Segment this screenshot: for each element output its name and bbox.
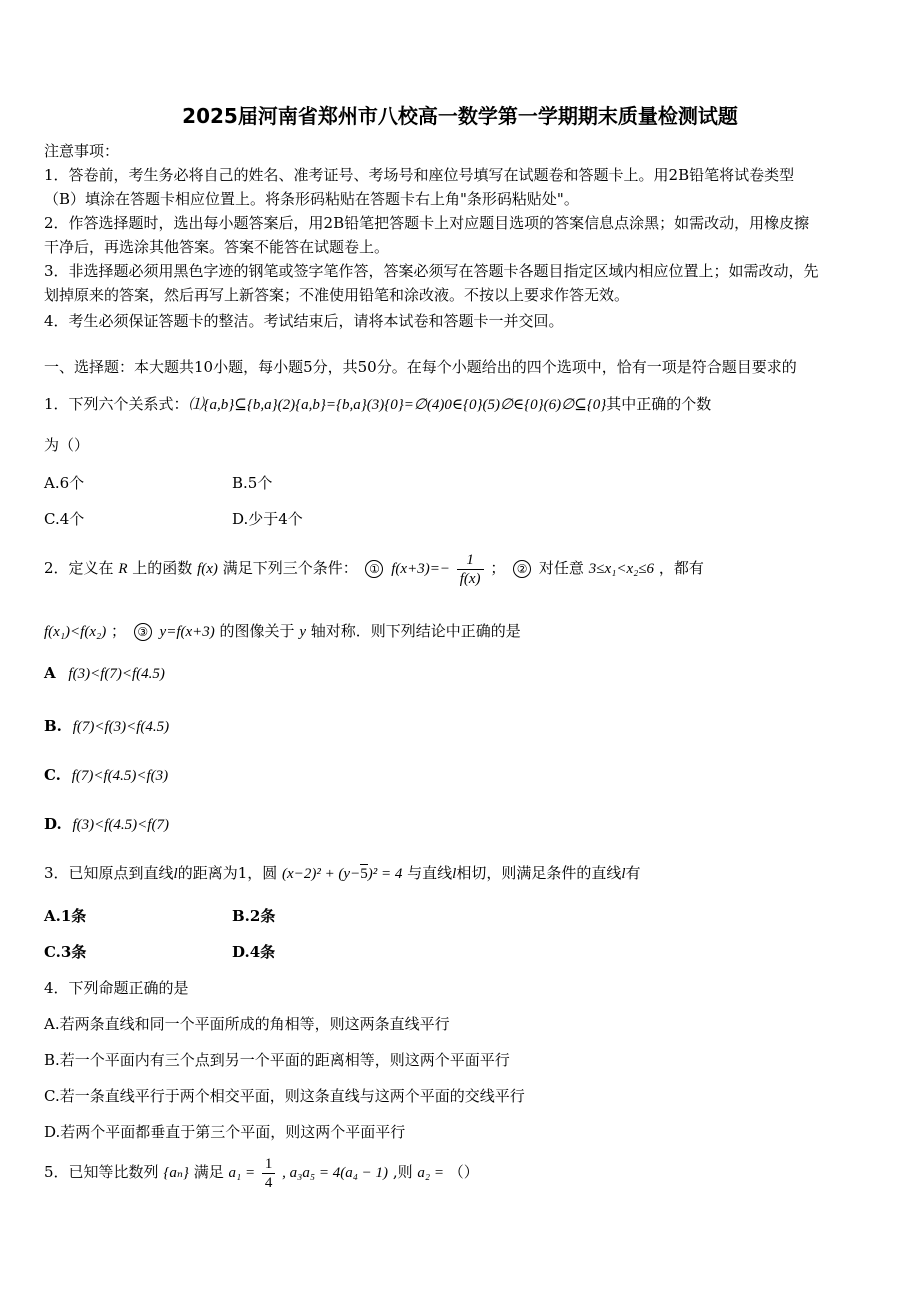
note-line: （B）填涂在答题卡相应位置上。将条形码粘贴在答题卡右上角"条形码粘贴处"。 xyxy=(44,190,579,208)
q1-option-d: D.少于4个 xyxy=(232,510,303,528)
question-1-stem xyxy=(44,393,711,414)
q2-text: 上的函数 xyxy=(132,559,193,577)
note-line: 4．考生必须保证答题卡的整洁。考试结束后，请将本试卷和答题卡一并交回。 xyxy=(44,312,564,330)
q3-text: 的距离为1，圆 xyxy=(177,864,278,882)
line-symbol: l xyxy=(621,866,626,882)
q5-text: ,则 xyxy=(392,1163,413,1181)
note-line: 干净后，再选涂其他答案。答案不能答在试题卷上。 xyxy=(44,238,390,256)
q5-text: 5．已知等比数列 xyxy=(44,1163,159,1181)
q2-option-a xyxy=(44,664,165,683)
question-5-stem xyxy=(44,1152,479,1192)
condition-3-marker: ③ xyxy=(134,623,152,641)
q2-function: f(x) xyxy=(197,561,218,577)
q4-option-d: D.若两个平面都垂直于第三个平面，则这两个平面平行 xyxy=(44,1123,406,1141)
notes-heading: 注意事项： xyxy=(44,142,120,160)
note-line: 2．作答选择题时，选出每小题答案后，用2B铅笔把答题卡上对应题目选项的答案信息点涂黑；如需改动，用橡皮擦 xyxy=(44,214,810,232)
question-2-stem xyxy=(44,548,704,588)
question-3-stem xyxy=(44,862,641,883)
q4-option-b: B.若一个平面内有三个点到另一个平面的距离相等，则这两个平面平行 xyxy=(44,1051,510,1069)
option-expression: f(7)<f(3)<f(4.5) xyxy=(72,719,170,735)
fraction-denominator: 4 xyxy=(264,1174,273,1191)
q2-text: 的图像关于 xyxy=(219,622,295,640)
q3-option-b: B.2条 xyxy=(232,907,276,925)
condition-2-expression: 3≤x₁<x₂≤6 xyxy=(588,561,655,577)
option-label: C. xyxy=(44,766,61,784)
q3-text: 有 xyxy=(625,864,641,882)
q4-option-a: A.若两条直线和同一个平面所成的角相等，则这两条直线平行 xyxy=(44,1015,450,1033)
q1-suffix: 其中正确的个数 xyxy=(606,395,712,413)
option-expression: f(7)<f(4.5)<f(3) xyxy=(71,768,169,784)
condition-1-marker: ① xyxy=(365,560,383,578)
q2-domain: R xyxy=(118,561,128,577)
q1-expression: ⑴{a,b}⊆{b,a}(2){a,b}={b,a}(3){0}=∅(4)0∈{0}(5)∅∈{0}(6)∅⊆{0} xyxy=(188,397,607,413)
option-expression: f(3)<f(4.5)<f(7) xyxy=(72,817,169,833)
q2-option-d xyxy=(44,815,169,834)
q1-option-b: B.5个 xyxy=(232,474,273,492)
option-expression: f(3)<f(7)<f(4.5) xyxy=(68,666,165,682)
q2-option-c xyxy=(44,766,168,785)
q3-text: 3．已知原点到直线 xyxy=(44,864,174,882)
note-line: 划掉原来的答案，然后再写上新答案；不准使用铅笔和涂改液。不按以上要求作答无效。 xyxy=(44,286,630,304)
answer-blank: （） xyxy=(448,1163,479,1181)
question-2-stem-cont xyxy=(44,620,521,641)
circle-equation: (x−2)² + (y− xyxy=(282,866,361,882)
q1-prefix: 1．下列六个关系式： xyxy=(44,395,189,413)
q2-text: ，都有 xyxy=(658,559,704,577)
second-term: a₂ = xyxy=(417,1165,444,1181)
option-label: D. xyxy=(44,815,62,833)
first-term-fraction xyxy=(262,1155,276,1192)
option-label: B. xyxy=(44,717,62,735)
sqrt-radicand: 5 xyxy=(360,866,368,882)
q1-option-a: A.6个 xyxy=(44,474,85,492)
condition-1-fraction xyxy=(457,551,484,588)
q3-option-c: C.3条 xyxy=(44,943,87,961)
condition-2-inequality: f(x₁)<f(x₂) xyxy=(44,624,107,640)
sequence-condition: , a₃a₅ = 4(a₄ − 1) xyxy=(282,1165,389,1181)
question-4-stem: 4．下列命题正确的是 xyxy=(44,979,189,997)
q2-axis: y xyxy=(299,624,307,640)
section-heading: 一、选择题：本大题共10小题，每小题5分，共50分。在每个小题给出的四个选项中，恰有一项是符合题目要求的 xyxy=(44,358,797,376)
condition-2-marker: ② xyxy=(513,560,531,578)
fraction-numerator: 1 xyxy=(262,1155,276,1174)
q1-option-c: C.4个 xyxy=(44,510,85,528)
q2-text: 轴对称．则下列结论中正确的是 xyxy=(310,622,521,640)
circle-equation: )² = 4 xyxy=(367,866,403,882)
q2-text: 2．定义在 xyxy=(44,559,114,577)
q4-option-c: C.若一条直线平行于两个相交平面，则这条直线与这两个平面的交线平行 xyxy=(44,1087,525,1105)
q2-text: 满足下列三个条件： xyxy=(222,559,358,577)
option-label: A xyxy=(44,664,56,682)
page-title: 2025届河南省郑州市八校高一数学第一学期期末质量检测试题 xyxy=(182,104,738,128)
q3-text: 与直线 xyxy=(407,864,453,882)
sequence-symbol: {aₙ} xyxy=(163,1165,189,1181)
q2-option-b xyxy=(44,717,169,736)
line-symbol: l xyxy=(452,866,457,882)
q3-text: 相切，则满足条件的直线 xyxy=(456,864,622,882)
line-symbol: l xyxy=(173,866,178,882)
fraction-denominator: f(x) xyxy=(459,570,481,587)
note-line: 3．非选择题必须用黑色字迹的钢笔或签字笔作答，答案必须写在答题卡各题目指定区域内相应位置上；如需改动，先 xyxy=(44,262,819,280)
q3-option-a: A.1条 xyxy=(44,907,87,925)
condition-3-expression: y=f(x+3) xyxy=(159,624,215,640)
first-term: a₁ = xyxy=(228,1165,256,1181)
fraction-numerator: 1 xyxy=(457,551,484,570)
note-line: 1．答卷前，考生务必将自己的姓名、准考证号、考场号和座位号填写在试题卷和答题卡上。用2B铅笔将试卷类型 xyxy=(44,166,795,184)
condition-1-expression: f(x+3)=− xyxy=(391,561,450,577)
q2-separator: ； xyxy=(110,622,126,640)
q3-option-d: D.4条 xyxy=(232,943,276,961)
q2-text: 对任意 xyxy=(538,559,584,577)
question-1-stem-cont: 为（） xyxy=(44,436,90,454)
q5-text: 满足 xyxy=(193,1163,224,1181)
q2-separator: ； xyxy=(490,559,506,577)
